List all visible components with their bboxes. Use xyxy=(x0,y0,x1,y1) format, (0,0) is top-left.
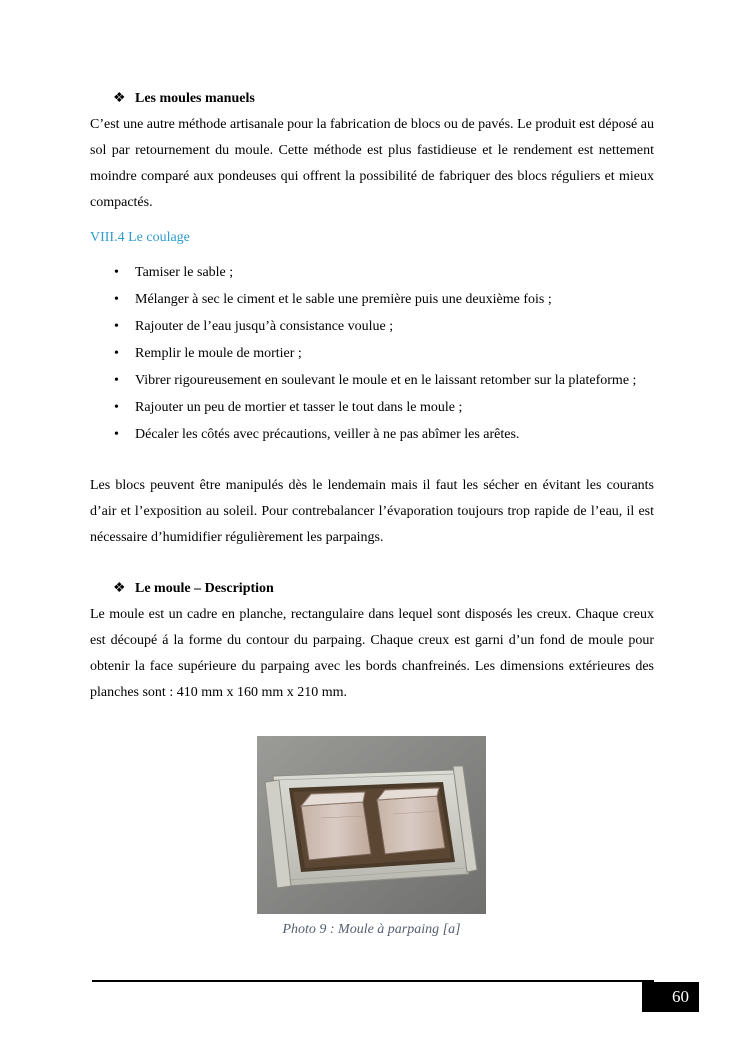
page-number: 60 xyxy=(642,982,699,1012)
paragraph-moule-description: Le moule est un cadre en planche, rectangulaire dans lequel sont disposés les creux. Chaque creux est découpé á la forme du contour du parpaing. Chaque creux est garni d’un fond de moule pour obtenir la face supérieure du parpaing avec les bords chanfreinés. Les dimensions extérieures des planches sont : 410 mm x 160 mm x 210 mm. xyxy=(90,607,654,700)
bullet-icon: • xyxy=(114,265,119,280)
section-title-coulage: VIII.4 Le coulage xyxy=(90,230,190,245)
paragraph-sechage: Les blocs peuvent être manipulés dès le lendemain mais il faut les sécher en évitant les courants d’air et l’exposition au soleil. Pour contrebalancer l’évaporation toujours trop rapide de l’eau, il est nécessaire d’humidifier régulièrement les parpaings. xyxy=(90,478,654,545)
bullet-icon: • xyxy=(114,373,119,388)
footer-rule xyxy=(92,980,654,982)
list-item: • Décaler les côtés avec précautions, veiller à ne pas abîmer les arêtes. xyxy=(90,421,654,448)
bullet-icon: • xyxy=(114,400,119,415)
mold-photo-illustration xyxy=(257,736,486,914)
bullet-icon: • xyxy=(114,319,119,334)
heading-text: Le moule – Description xyxy=(135,581,274,596)
list-item: • Rajouter de l’eau jusqu’à consistance voulue ; xyxy=(90,313,654,340)
diamond-bullet-icon: ❖ xyxy=(113,91,126,106)
diamond-bullet-icon: ❖ xyxy=(113,581,126,596)
heading-moule-description xyxy=(113,579,274,599)
photo-caption: Photo 9 : Moule à parpaing [a] xyxy=(282,922,461,937)
heading-moules-manuels xyxy=(113,89,255,109)
bullet-icon: • xyxy=(114,346,119,361)
heading-text: Les moules manuels xyxy=(135,91,255,106)
list-item: • Mélanger à sec le ciment et le sable une première puis une deuxième fois ; xyxy=(90,286,654,313)
list-item: • Vibrer rigoureusement en soulevant le moule et en le laissant retomber sur la plateforme ; xyxy=(90,367,654,394)
bullet-icon: • xyxy=(114,427,119,442)
mold-photo xyxy=(257,736,486,914)
coulage-steps-list xyxy=(90,259,654,448)
list-item: • Tamiser le sable ; xyxy=(90,259,654,286)
bullet-icon: • xyxy=(114,292,119,307)
list-item: • Remplir le moule de mortier ; xyxy=(90,340,654,367)
list-item: • Rajouter un peu de mortier et tasser le tout dans le moule ; xyxy=(90,394,654,421)
paragraph-moules-manuels: C’est une autre méthode artisanale pour la fabrication de blocs ou de pavés. Le produit est déposé au sol par retournement du moule. Cette méthode est plus fastidieuse et le rendement est nettement moindre comparé aux pondeuses qui offrent la possibilité de fabriquer des blocs réguliers et mieux compactés. xyxy=(90,117,654,210)
